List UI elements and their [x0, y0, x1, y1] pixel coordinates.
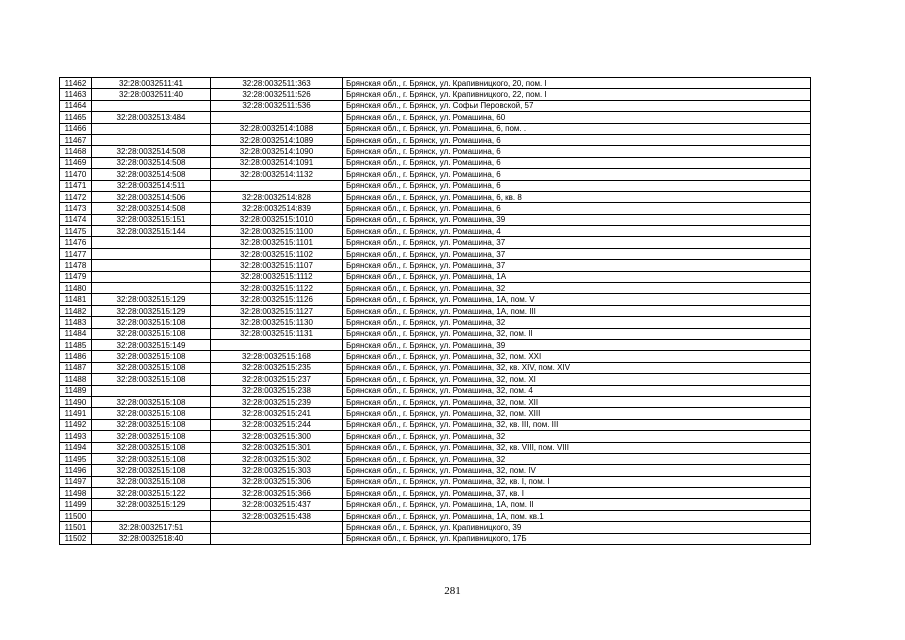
object-cadastral-number-cell: 32:28:0032515:168 — [211, 351, 343, 362]
land-plot-cadastral-number-cell: 32:28:0032515:108 — [92, 374, 211, 385]
table-row — [60, 305, 811, 316]
land-plot-cadastral-number-cell: 32:28:0032515:108 — [92, 351, 211, 362]
object-cadastral-number-cell: 32:28:0032515:303 — [211, 465, 343, 476]
land-plot-cadastral-number-cell: 32:28:0032514:511 — [92, 180, 211, 191]
object-cadastral-number-cell: 32:28:0032515:1126 — [211, 294, 343, 305]
land-plot-cadastral-number-cell: 32:28:0032515:108 — [92, 317, 211, 328]
row-number-cell: 11500 — [60, 510, 92, 521]
table-row — [60, 123, 811, 134]
land-plot-cadastral-number-cell: 32:28:0032517:51 — [92, 522, 211, 533]
land-plot-cadastral-number-cell: 32:28:0032515:122 — [92, 488, 211, 499]
address-cell: Брянская обл., г. Брянск, ул. Ромашина, 6, пом. . — [343, 123, 811, 134]
address-cell: Брянская обл., г. Брянск, ул. Ромашина, 1А, пом. кв.1 — [343, 510, 811, 521]
address-cell: Брянская обл., г. Брянск, ул. Ромашина, 32, пом. 4 — [343, 385, 811, 396]
address-cell: Брянская обл., г. Брянск, ул. Ромашина, 1А, пом. V — [343, 294, 811, 305]
land-plot-cadastral-number-cell: 32:28:0032511:40 — [92, 89, 211, 100]
address-cell: Брянская обл., г. Брянск, ул. Ромашина, 6 — [343, 180, 811, 191]
object-cadastral-number-cell: 32:28:0032515:302 — [211, 453, 343, 464]
address-cell: Брянская обл., г. Брянск, ул. Ромашина, 6 — [343, 169, 811, 180]
row-number-cell: 11496 — [60, 465, 92, 476]
object-cadastral-number-cell: 32:28:0032515:241 — [211, 408, 343, 419]
object-cadastral-number-cell: 32:28:0032515:1112 — [211, 271, 343, 282]
object-cadastral-number-cell: 32:28:0032514:1088 — [211, 123, 343, 134]
object-cadastral-number-cell: 32:28:0032515:235 — [211, 362, 343, 373]
object-cadastral-number-cell: 32:28:0032515:1100 — [211, 226, 343, 237]
table-row — [60, 431, 811, 442]
table-row — [60, 169, 811, 180]
row-number-cell: 11465 — [60, 112, 92, 123]
table-row — [60, 237, 811, 248]
table-row — [60, 442, 811, 453]
address-cell: Брянская обл., г. Брянск, ул. Ромашина, 32, пом. IV — [343, 465, 811, 476]
table-row — [60, 351, 811, 362]
table-row — [60, 260, 811, 271]
address-cell: Брянская обл., г. Брянск, ул. Ромашина, 6 — [343, 157, 811, 168]
object-cadastral-number-cell: 32:28:0032515:1130 — [211, 317, 343, 328]
address-cell: Брянская обл., г. Брянск, ул. Ромашина, 37 — [343, 248, 811, 259]
object-cadastral-number-cell: 32:28:0032515:244 — [211, 419, 343, 430]
land-plot-cadastral-number-cell: 32:28:0032515:108 — [92, 431, 211, 442]
object-cadastral-number-cell: 32:28:0032515:438 — [211, 510, 343, 521]
table-row — [60, 385, 811, 396]
table-row — [60, 476, 811, 487]
address-cell: Брянская обл., г. Брянск, ул. Ромашина, 32 — [343, 431, 811, 442]
land-plot-cadastral-number-cell: 32:28:0032515:129 — [92, 499, 211, 510]
address-cell: Брянская обл., г. Брянск, ул. Ромашина, 6 — [343, 203, 811, 214]
address-cell: Брянская обл., г. Брянск, ул. Ромашина, 39 — [343, 339, 811, 350]
table-row — [60, 191, 811, 202]
row-number-cell: 11474 — [60, 214, 92, 225]
land-plot-cadastral-number-cell: 32:28:0032514:508 — [92, 203, 211, 214]
address-cell: Брянская обл., г. Брянск, ул. Ромашина, 32, пом. II — [343, 328, 811, 339]
table-row — [60, 203, 811, 214]
land-plot-cadastral-number-cell: 32:28:0032515:151 — [92, 214, 211, 225]
address-cell: Брянская обл., г. Брянск, ул. Ромашина, 6, кв. 8 — [343, 191, 811, 202]
table-row — [60, 180, 811, 191]
row-number-cell: 11493 — [60, 431, 92, 442]
land-plot-cadastral-number-cell: 32:28:0032515:108 — [92, 465, 211, 476]
land-plot-cadastral-number-cell: 32:28:0032518:40 — [92, 533, 211, 544]
object-cadastral-number-cell: 32:28:0032515:437 — [211, 499, 343, 510]
address-cell: Брянская обл., г. Брянск, ул. Ромашина, 32, пом. XXI — [343, 351, 811, 362]
land-plot-cadastral-number-cell: 32:28:0032514:508 — [92, 157, 211, 168]
row-number-cell: 11477 — [60, 248, 92, 259]
address-cell: Брянская обл., г. Брянск, ул. Ромашина, 32, пом. XII — [343, 396, 811, 407]
table-row — [60, 465, 811, 476]
table-row — [60, 396, 811, 407]
land-plot-cadastral-number-cell: 32:28:0032515:129 — [92, 305, 211, 316]
land-plot-cadastral-number-cell: 32:28:0032511:41 — [92, 78, 211, 89]
table-row — [60, 510, 811, 521]
object-cadastral-number-cell: 32:28:0032515:306 — [211, 476, 343, 487]
object-cadastral-number-cell: 32:28:0032514:1132 — [211, 169, 343, 180]
row-number-cell: 11502 — [60, 533, 92, 544]
land-plot-cadastral-number-cell: 32:28:0032515:144 — [92, 226, 211, 237]
object-cadastral-number-cell: 32:28:0032515:366 — [211, 488, 343, 499]
land-plot-cadastral-number-cell — [92, 248, 211, 259]
address-cell: Брянская обл., г. Брянск, ул. Ромашина, 1А, пом. II — [343, 499, 811, 510]
row-number-cell: 11492 — [60, 419, 92, 430]
address-cell: Брянская обл., г. Брянск, ул. Крапивницкого, 22, пом. I — [343, 89, 811, 100]
object-cadastral-number-cell: 32:28:0032511:363 — [211, 78, 343, 89]
object-cadastral-number-cell — [211, 533, 343, 544]
object-cadastral-number-cell: 32:28:0032515:238 — [211, 385, 343, 396]
row-number-cell: 11494 — [60, 442, 92, 453]
table-body — [60, 78, 811, 545]
table-row — [60, 419, 811, 430]
table-row — [60, 89, 811, 100]
land-plot-cadastral-number-cell: 32:28:0032515:108 — [92, 362, 211, 373]
object-cadastral-number-cell: 32:28:0032515:300 — [211, 431, 343, 442]
row-number-cell: 11498 — [60, 488, 92, 499]
row-number-cell: 11501 — [60, 522, 92, 533]
land-plot-cadastral-number-cell — [92, 260, 211, 271]
table-row — [60, 488, 811, 499]
land-plot-cadastral-number-cell — [92, 271, 211, 282]
row-number-cell: 11475 — [60, 226, 92, 237]
object-cadastral-number-cell: 32:28:0032515:239 — [211, 396, 343, 407]
address-cell: Брянская обл., г. Брянск, ул. Ромашина, 6 — [343, 134, 811, 145]
table-row — [60, 339, 811, 350]
land-plot-cadastral-number-cell: 32:28:0032514:506 — [92, 191, 211, 202]
land-plot-cadastral-number-cell: 32:28:0032515:129 — [92, 294, 211, 305]
row-number-cell: 11481 — [60, 294, 92, 305]
object-cadastral-number-cell — [211, 522, 343, 533]
object-cadastral-number-cell: 32:28:0032515:1102 — [211, 248, 343, 259]
object-cadastral-number-cell: 32:28:0032515:1010 — [211, 214, 343, 225]
table-row — [60, 533, 811, 544]
object-cadastral-number-cell: 32:28:0032514:1090 — [211, 146, 343, 157]
row-number-cell: 11463 — [60, 89, 92, 100]
land-plot-cadastral-number-cell — [92, 283, 211, 294]
object-cadastral-number-cell: 32:28:0032515:237 — [211, 374, 343, 385]
table-row — [60, 408, 811, 419]
object-cadastral-number-cell: 32:28:0032514:1089 — [211, 134, 343, 145]
address-cell: Брянская обл., г. Брянск, ул. Ромашина, 6 — [343, 146, 811, 157]
land-plot-cadastral-number-cell: 32:28:0032514:508 — [92, 169, 211, 180]
address-cell: Брянская обл., г. Брянск, ул. Ромашина, 32 — [343, 317, 811, 328]
table-row — [60, 317, 811, 328]
address-cell: Брянская обл., г. Брянск, ул. Ромашина, 32, кв. III, пом. III — [343, 419, 811, 430]
row-number-cell: 11484 — [60, 328, 92, 339]
object-cadastral-number-cell: 32:28:0032515:1101 — [211, 237, 343, 248]
table-row — [60, 226, 811, 237]
table-row — [60, 294, 811, 305]
row-number-cell: 11499 — [60, 499, 92, 510]
address-cell: Брянская обл., г. Брянск, ул. Ромашина, 39 — [343, 214, 811, 225]
address-cell: Брянская обл., г. Брянск, ул. Крапивницкого, 17Б — [343, 533, 811, 544]
land-plot-cadastral-number-cell — [92, 385, 211, 396]
address-cell: Брянская обл., г. Брянск, ул. Ромашина, 32, кв. XIV, пом. XIV — [343, 362, 811, 373]
object-cadastral-number-cell: 32:28:0032515:1122 — [211, 283, 343, 294]
row-number-cell: 11480 — [60, 283, 92, 294]
object-cadastral-number-cell: 32:28:0032514:828 — [211, 191, 343, 202]
address-cell: Брянская обл., г. Брянск, ул. Ромашина, 32, пом. XIII — [343, 408, 811, 419]
object-cadastral-number-cell: 32:28:0032515:1131 — [211, 328, 343, 339]
address-cell: Брянская обл., г. Брянск, ул. Ромашина, 1А — [343, 271, 811, 282]
row-number-cell: 11469 — [60, 157, 92, 168]
address-cell: Брянская обл., г. Брянск, ул. Ромашина, 37, кв. I — [343, 488, 811, 499]
table-row — [60, 78, 811, 89]
table-row — [60, 157, 811, 168]
table-row — [60, 374, 811, 385]
land-plot-cadastral-number-cell: 32:28:0032515:108 — [92, 328, 211, 339]
land-plot-cadastral-number-cell — [92, 100, 211, 111]
row-number-cell: 11491 — [60, 408, 92, 419]
object-cadastral-number-cell: 32:28:0032511:536 — [211, 100, 343, 111]
row-number-cell: 11476 — [60, 237, 92, 248]
address-cell: Брянская обл., г. Брянск, ул. Софьи Перовской, 57 — [343, 100, 811, 111]
address-cell: Брянская обл., г. Брянск, ул. Ромашина, 32 — [343, 283, 811, 294]
row-number-cell: 11495 — [60, 453, 92, 464]
land-plot-cadastral-number-cell: 32:28:0032513:484 — [92, 112, 211, 123]
table-row — [60, 328, 811, 339]
table-row — [60, 100, 811, 111]
table-row — [60, 453, 811, 464]
page-number: 281 — [444, 585, 461, 597]
table-row — [60, 499, 811, 510]
table-row — [60, 283, 811, 294]
object-cadastral-number-cell: 32:28:0032514:1091 — [211, 157, 343, 168]
address-cell: Брянская обл., г. Брянск, ул. Ромашина, 4 — [343, 226, 811, 237]
land-plot-cadastral-number-cell: 32:28:0032515:108 — [92, 453, 211, 464]
object-cadastral-number-cell: 32:28:0032515:301 — [211, 442, 343, 453]
property-register-table — [59, 77, 811, 545]
row-number-cell: 11497 — [60, 476, 92, 487]
land-plot-cadastral-number-cell — [92, 134, 211, 145]
object-cadastral-number-cell: 32:28:0032515:1127 — [211, 305, 343, 316]
row-number-cell: 11483 — [60, 317, 92, 328]
table-row — [60, 271, 811, 282]
land-plot-cadastral-number-cell: 32:28:0032515:108 — [92, 476, 211, 487]
land-plot-cadastral-number-cell — [92, 237, 211, 248]
row-number-cell: 11473 — [60, 203, 92, 214]
land-plot-cadastral-number-cell: 32:28:0032515:108 — [92, 419, 211, 430]
land-plot-cadastral-number-cell: 32:28:0032515:149 — [92, 339, 211, 350]
row-number-cell: 11487 — [60, 362, 92, 373]
address-cell: Брянская обл., г. Брянск, ул. Ромашина, 32, пом. XI — [343, 374, 811, 385]
land-plot-cadastral-number-cell — [92, 510, 211, 521]
row-number-cell: 11486 — [60, 351, 92, 362]
land-plot-cadastral-number-cell: 32:28:0032515:108 — [92, 396, 211, 407]
address-cell: Брянская обл., г. Брянск, ул. Крапивницкого, 20, пом. I — [343, 78, 811, 89]
row-number-cell: 11488 — [60, 374, 92, 385]
table-row — [60, 522, 811, 533]
address-cell: Брянская обл., г. Брянск, ул. Ромашина, 32, кв. VIII, пом. VIII — [343, 442, 811, 453]
land-plot-cadastral-number-cell: 32:28:0032514:508 — [92, 146, 211, 157]
table-row — [60, 134, 811, 145]
table-row — [60, 248, 811, 259]
object-cadastral-number-cell: 32:28:0032514:839 — [211, 203, 343, 214]
row-number-cell: 11467 — [60, 134, 92, 145]
address-cell: Брянская обл., г. Брянск, ул. Ромашина, 37 — [343, 237, 811, 248]
object-cadastral-number-cell: 32:28:0032511:526 — [211, 89, 343, 100]
row-number-cell: 11479 — [60, 271, 92, 282]
table-row — [60, 146, 811, 157]
address-cell: Брянская обл., г. Брянск, ул. Крапивницкого, 39 — [343, 522, 811, 533]
row-number-cell: 11471 — [60, 180, 92, 191]
address-cell: Брянская обл., г. Брянск, ул. Ромашина, 37 — [343, 260, 811, 271]
row-number-cell: 11462 — [60, 78, 92, 89]
land-plot-cadastral-number-cell: 32:28:0032515:108 — [92, 442, 211, 453]
table-row — [60, 362, 811, 373]
row-number-cell: 11478 — [60, 260, 92, 271]
row-number-cell: 11490 — [60, 396, 92, 407]
land-plot-cadastral-number-cell — [92, 123, 211, 134]
row-number-cell: 11470 — [60, 169, 92, 180]
row-number-cell: 11472 — [60, 191, 92, 202]
object-cadastral-number-cell: 32:28:0032515:1107 — [211, 260, 343, 271]
address-cell: Брянская обл., г. Брянск, ул. Ромашина, 60 — [343, 112, 811, 123]
table-row — [60, 214, 811, 225]
object-cadastral-number-cell — [211, 339, 343, 350]
row-number-cell: 11489 — [60, 385, 92, 396]
object-cadastral-number-cell — [211, 112, 343, 123]
row-number-cell: 11482 — [60, 305, 92, 316]
row-number-cell: 11468 — [60, 146, 92, 157]
address-cell: Брянская обл., г. Брянск, ул. Ромашина, 1А, пом. III — [343, 305, 811, 316]
row-number-cell: 11466 — [60, 123, 92, 134]
row-number-cell: 11485 — [60, 339, 92, 350]
table-row — [60, 112, 811, 123]
land-plot-cadastral-number-cell: 32:28:0032515:108 — [92, 408, 211, 419]
address-cell: Брянская обл., г. Брянск, ул. Ромашина, 32 — [343, 453, 811, 464]
object-cadastral-number-cell — [211, 180, 343, 191]
address-cell: Брянская обл., г. Брянск, ул. Ромашина, 32, кв. I, пом. I — [343, 476, 811, 487]
row-number-cell: 11464 — [60, 100, 92, 111]
